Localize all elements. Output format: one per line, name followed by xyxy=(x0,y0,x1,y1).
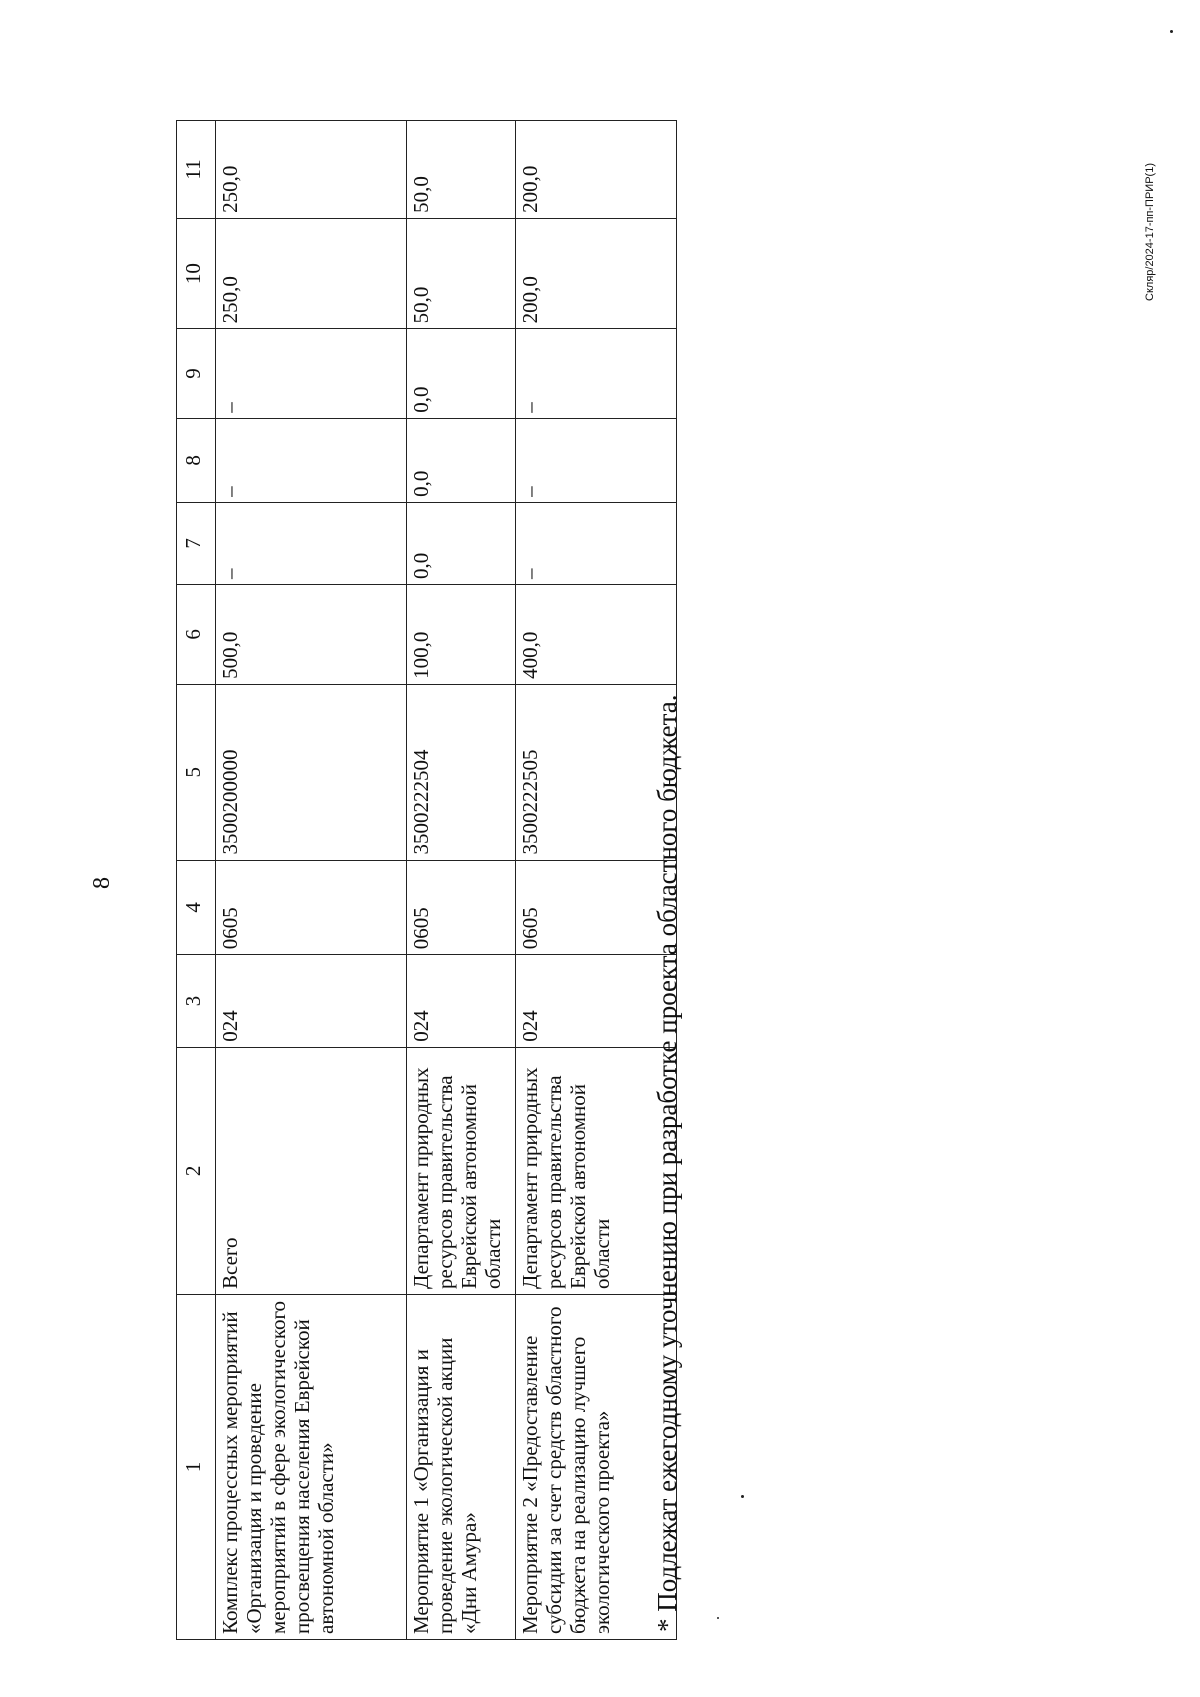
header-cell: 4 xyxy=(177,860,216,955)
budget-table-landscape xyxy=(176,120,696,1640)
table-cell: – xyxy=(216,418,407,502)
table-cell: 400,0 xyxy=(516,584,677,684)
table-cell: 200,0 xyxy=(516,121,677,219)
table-cell: 3500200000 xyxy=(216,684,407,860)
header-cell: 7 xyxy=(177,502,216,584)
table-cell: – xyxy=(516,329,677,418)
header-cell: 6 xyxy=(177,584,216,684)
table-cell: 250,0 xyxy=(216,218,407,328)
executor-cell: Департамент природных ресурсов правительства Еврейской автономной области xyxy=(516,1047,677,1294)
measure-name-cell: Мероприятие 1 «Организация и проведение экологической акции «Дни Амура» xyxy=(407,1294,516,1639)
header-cell: 3 xyxy=(177,955,216,1048)
table-row xyxy=(407,121,516,1640)
table-cell: 3500222505 xyxy=(516,684,677,860)
footnote: * Подлежат ежегодному уточнению при разработке проекта областного бюджета. xyxy=(652,694,682,1632)
table-cell: 0605 xyxy=(216,860,407,955)
budget-table-rotated xyxy=(176,120,696,1640)
document-code: Скляр/2024-17-пп-ПРИР(1) xyxy=(1144,163,1156,301)
header-cell: 11 xyxy=(177,121,216,219)
header-cell: 10 xyxy=(177,218,216,328)
table-cell: 250,0 xyxy=(216,121,407,219)
header-cell: 8 xyxy=(177,418,216,502)
table-cell: 50,0 xyxy=(407,121,516,219)
executor-cell: Департамент природных ресурсов правительства Еврейской автономной области xyxy=(407,1047,516,1294)
table-cell: 0,0 xyxy=(407,502,516,584)
page-number: 8 xyxy=(89,877,115,889)
table-cell: 0,0 xyxy=(407,329,516,418)
budget-table xyxy=(176,120,677,1640)
table-cell: – xyxy=(516,502,677,584)
table-cell: 200,0 xyxy=(516,218,677,328)
header-row xyxy=(177,121,216,1640)
table-cell: 100,0 xyxy=(407,584,516,684)
scan-speck xyxy=(741,1495,744,1498)
table-cell: 024 xyxy=(516,955,677,1048)
table-cell: 024 xyxy=(216,955,407,1048)
header-cell: 2 xyxy=(177,1047,216,1294)
measure-name-cell: Комплекс процессных мероприятий «Организация и проведение мероприятий в сфере экологического просвещения населения Еврейской автономной области» xyxy=(216,1294,407,1639)
table-cell: 024 xyxy=(407,955,516,1048)
table-cell: – xyxy=(516,418,677,502)
table-cell: 50,0 xyxy=(407,218,516,328)
header-cell: 9 xyxy=(177,329,216,418)
table-cell: 0605 xyxy=(407,860,516,955)
header-cell: 5 xyxy=(177,684,216,860)
table-cell: – xyxy=(216,502,407,584)
table-cell: 500,0 xyxy=(216,584,407,684)
header-cell: 1 xyxy=(177,1294,216,1639)
executor-cell: Всего xyxy=(216,1047,407,1294)
table-row xyxy=(216,121,407,1640)
table-cell: 0605 xyxy=(516,860,677,955)
scan-speck xyxy=(717,1617,719,1619)
table-cell: 0,0 xyxy=(407,418,516,502)
measure-name-cell: Мероприятие 2 «Предоставление субсидии за счет средств областного бюджета на реализацию лучшего экологического проекта» xyxy=(516,1294,677,1639)
scan-speck xyxy=(1170,30,1173,33)
table-cell: 3500222504 xyxy=(407,684,516,860)
table-cell: – xyxy=(216,329,407,418)
